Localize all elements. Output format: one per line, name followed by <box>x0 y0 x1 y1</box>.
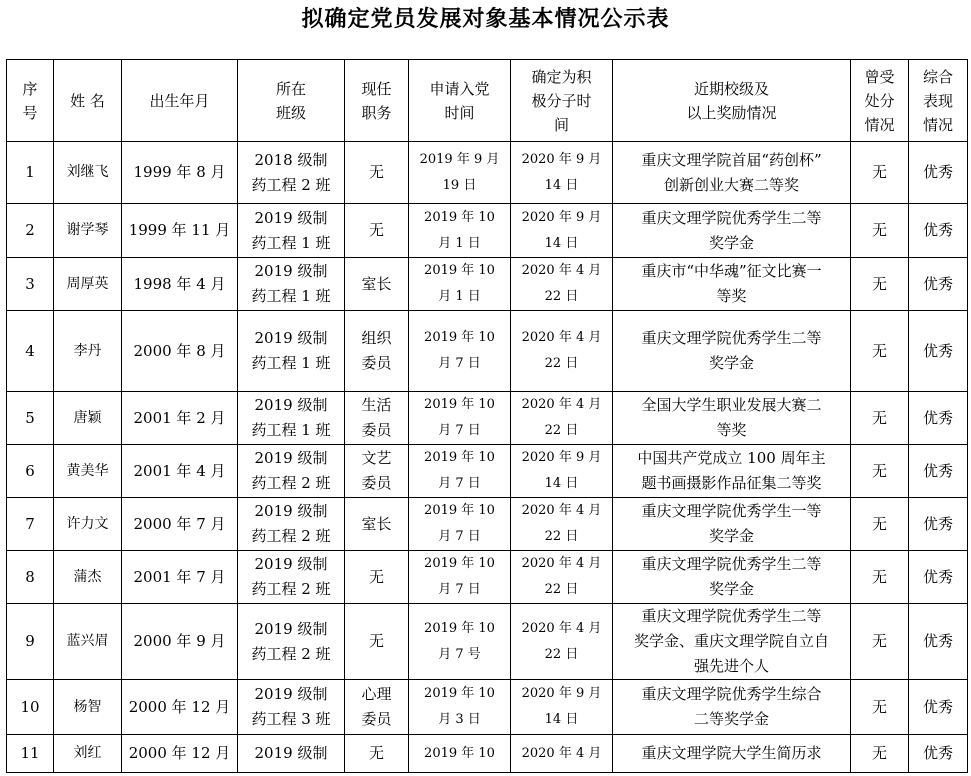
cell-position: 文艺 委员 <box>345 445 409 498</box>
cell-name: 李丹 <box>54 311 122 392</box>
cell-active: 2020 年 4 月 22 日 <box>511 392 613 445</box>
cell-class: 2018 级制 药工程 2 班 <box>238 142 345 204</box>
cell-active: 2020 年 9 月 14 日 <box>511 445 613 498</box>
cell-birth: 2001 年 2 月 <box>122 392 238 445</box>
table-row <box>7 204 968 258</box>
cell-position: 无 <box>345 604 409 680</box>
header-row <box>7 60 968 142</box>
cell-overall: 优秀 <box>909 735 968 773</box>
cell-punish: 无 <box>851 311 909 392</box>
cell-overall: 优秀 <box>909 142 968 204</box>
cell-position: 组织 委员 <box>345 311 409 392</box>
cell-awards: 重庆文理学院优秀学生二等 奖学金、重庆文理学院自立自 强先进个人 <box>613 604 851 680</box>
cell-name: 蒲杰 <box>54 551 122 604</box>
cell-punish: 无 <box>851 735 909 773</box>
cell-awards: 重庆文理学院优秀学生二等 奖学金 <box>613 311 851 392</box>
cell-birth: 1999 年 11 月 <box>122 204 238 258</box>
table-row <box>7 258 968 311</box>
cell-active: 2020 年 4 月 <box>511 735 613 773</box>
cell-overall: 优秀 <box>909 680 968 735</box>
cell-class: 2019 级制 药工程 2 班 <box>238 604 345 680</box>
cell-punish: 无 <box>851 445 909 498</box>
cell-punish: 无 <box>851 551 909 604</box>
table-row <box>7 311 968 392</box>
cell-punish: 无 <box>851 498 909 551</box>
cell-position: 室长 <box>345 498 409 551</box>
cell-punish: 无 <box>851 680 909 735</box>
header-position: 现任 职务 <box>345 60 409 142</box>
table-row <box>7 392 968 445</box>
cell-awards: 中国共产党成立 100 周年主 题书画摄影作品征集二等奖 <box>613 445 851 498</box>
cell-name: 刘继飞 <box>54 142 122 204</box>
cell-index: 3 <box>7 258 54 311</box>
cell-punish: 无 <box>851 604 909 680</box>
cell-awards: 重庆文理学院优秀学生二等 奖学金 <box>613 204 851 258</box>
cell-position: 无 <box>345 204 409 258</box>
cell-punish: 无 <box>851 392 909 445</box>
cell-awards: 重庆市“中华魂”征文比赛一 等奖 <box>613 258 851 311</box>
cell-position: 室长 <box>345 258 409 311</box>
header-awards: 近期校级及 以上奖励情况 <box>613 60 851 142</box>
cell-birth: 2001 年 4 月 <box>122 445 238 498</box>
cell-overall: 优秀 <box>909 551 968 604</box>
header-class: 所在 班级 <box>238 60 345 142</box>
cell-apply: 2019 年 10 月 7 日 <box>409 392 511 445</box>
cell-index: 8 <box>7 551 54 604</box>
cell-apply: 2019 年 10 月 1 日 <box>409 258 511 311</box>
header-index: 序 号 <box>7 60 54 142</box>
cell-active: 2020 年 4 月 22 日 <box>511 311 613 392</box>
cell-awards: 重庆文理学院大学生简历求 <box>613 735 851 773</box>
cell-birth: 2000 年 12 月 <box>122 735 238 773</box>
cell-birth: 2001 年 7 月 <box>122 551 238 604</box>
table-row <box>7 551 968 604</box>
cell-class: 2019 级制 药工程 1 班 <box>238 258 345 311</box>
cell-overall: 优秀 <box>909 392 968 445</box>
cell-awards: 重庆文理学院优秀学生综合 二等奖学金 <box>613 680 851 735</box>
cell-apply: 2019 年 10 <box>409 735 511 773</box>
cell-position: 无 <box>345 142 409 204</box>
cell-apply: 2019 年 10 月 7 日 <box>409 498 511 551</box>
cell-apply: 2019 年 10 月 3 日 <box>409 680 511 735</box>
cell-awards: 重庆文理学院优秀学生一等 奖学金 <box>613 498 851 551</box>
cell-position: 无 <box>345 551 409 604</box>
cell-class: 2019 级制 药工程 2 班 <box>238 498 345 551</box>
cell-active: 2020 年 9 月 14 日 <box>511 142 613 204</box>
cell-birth: 2000 年 12 月 <box>122 680 238 735</box>
table-row <box>7 142 968 204</box>
header-active: 确定为积 极分子时 间 <box>511 60 613 142</box>
cell-apply: 2019 年 10 月 1 日 <box>409 204 511 258</box>
cell-index: 9 <box>7 604 54 680</box>
page-title: 拟确定党员发展对象基本情况公示表 <box>301 7 670 32</box>
cell-index: 2 <box>7 204 54 258</box>
cell-overall: 优秀 <box>909 498 968 551</box>
cell-punish: 无 <box>851 258 909 311</box>
cell-name: 杨智 <box>54 680 122 735</box>
cell-active: 2020 年 4 月 22 日 <box>511 551 613 604</box>
cell-position: 心理 委员 <box>345 680 409 735</box>
cell-index: 1 <box>7 142 54 204</box>
cell-class: 2019 级制 药工程 1 班 <box>238 392 345 445</box>
cell-active: 2020 年 9 月 14 日 <box>511 680 613 735</box>
cell-index: 4 <box>7 311 54 392</box>
cell-birth: 1998 年 4 月 <box>122 258 238 311</box>
header-name: 姓 名 <box>54 60 122 142</box>
cell-class: 2019 级制 药工程 1 班 <box>238 311 345 392</box>
table-row <box>7 680 968 735</box>
cell-position: 生活 委员 <box>345 392 409 445</box>
cell-awards: 重庆文理学院优秀学生二等 奖学金 <box>613 551 851 604</box>
cell-class: 2019 级制 药工程 3 班 <box>238 680 345 735</box>
cell-name: 谢学琴 <box>54 204 122 258</box>
table-row <box>7 604 968 680</box>
cell-class: 2019 级制 药工程 2 班 <box>238 551 345 604</box>
cell-index: 5 <box>7 392 54 445</box>
cell-apply: 2019 年 10 月 7 号 <box>409 604 511 680</box>
cell-name: 蓝兴眉 <box>54 604 122 680</box>
cell-name: 黄美华 <box>54 445 122 498</box>
cell-class: 2019 级制 <box>238 735 345 773</box>
cell-active: 2020 年 4 月 22 日 <box>511 604 613 680</box>
cell-punish: 无 <box>851 142 909 204</box>
cell-apply: 2019 年 10 月 7 日 <box>409 311 511 392</box>
cell-class: 2019 级制 药工程 1 班 <box>238 204 345 258</box>
cell-birth: 2000 年 7 月 <box>122 498 238 551</box>
header-punish: 曾受 处分 情况 <box>851 60 909 142</box>
cell-name: 周厚英 <box>54 258 122 311</box>
cell-active: 2020 年 4 月 22 日 <box>511 258 613 311</box>
table-row <box>7 735 968 773</box>
cell-name: 唐颖 <box>54 392 122 445</box>
publicity-table <box>6 59 968 773</box>
table-row <box>7 445 968 498</box>
cell-birth: 1999 年 8 月 <box>122 142 238 204</box>
cell-position: 无 <box>345 735 409 773</box>
cell-punish: 无 <box>851 204 909 258</box>
cell-overall: 优秀 <box>909 204 968 258</box>
table-row <box>7 498 968 551</box>
cell-index: 6 <box>7 445 54 498</box>
cell-apply: 2019 年 10 月 7 日 <box>409 445 511 498</box>
cell-index: 10 <box>7 680 54 735</box>
cell-index: 11 <box>7 735 54 773</box>
cell-overall: 优秀 <box>909 445 968 498</box>
cell-active: 2020 年 4 月 22 日 <box>511 498 613 551</box>
header-overall: 综合 表现 情况 <box>909 60 968 142</box>
header-apply: 申请入党 时间 <box>409 60 511 142</box>
cell-overall: 优秀 <box>909 258 968 311</box>
cell-class: 2019 级制 药工程 2 班 <box>238 445 345 498</box>
cell-apply: 2019 年 9 月 19 日 <box>409 142 511 204</box>
cell-apply: 2019 年 10 月 7 日 <box>409 551 511 604</box>
cell-birth: 2000 年 9 月 <box>122 604 238 680</box>
cell-active: 2020 年 9 月 14 日 <box>511 204 613 258</box>
cell-awards: 全国大学生职业发展大赛二 等奖 <box>613 392 851 445</box>
header-birth: 出生年月 <box>122 60 238 142</box>
cell-overall: 优秀 <box>909 311 968 392</box>
cell-name: 许力文 <box>54 498 122 551</box>
cell-overall: 优秀 <box>909 604 968 680</box>
cell-awards: 重庆文理学院首届“药创杯” 创新创业大赛二等奖 <box>613 142 851 204</box>
cell-index: 7 <box>7 498 54 551</box>
cell-birth: 2000 年 8 月 <box>122 311 238 392</box>
cell-name: 刘红 <box>54 735 122 773</box>
